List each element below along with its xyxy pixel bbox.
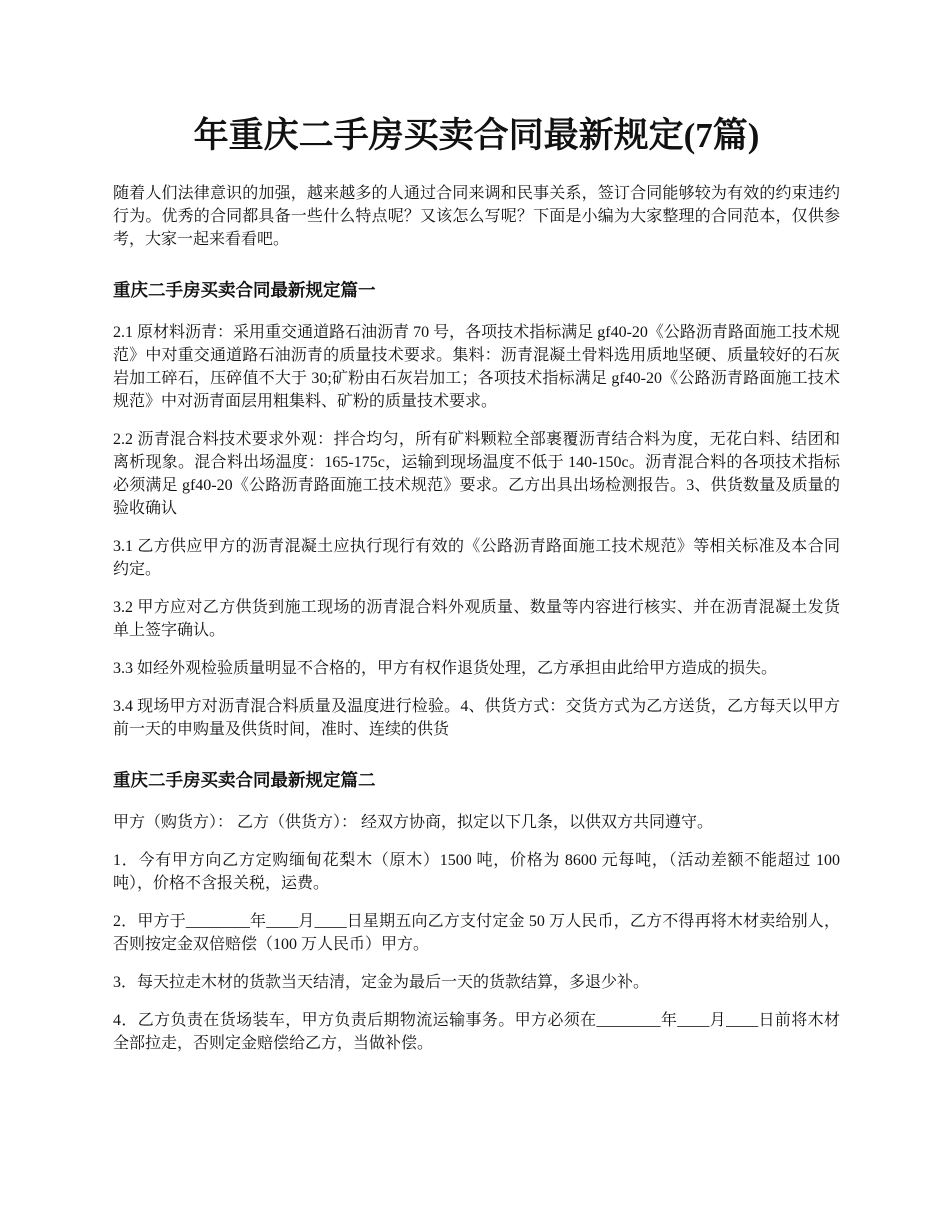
section2-paragraph: 2．甲方于________年____月____日星期五向乙方支付定金 50 万人民币，乙方不得再将木材卖给别人，否则按定金双倍赔偿（100 万人民币）甲方。	[113, 913, 840, 953]
section-heading-2: 重庆二手房买卖合同最新规定篇二	[113, 770, 376, 790]
section1-paragraph: 3.4 现场甲方对沥青混合料质量及温度进行检验。4、供货方式：交货方式为乙方送货，乙方每天以甲方前一天的申购量及供货时间，准时、连续的供货	[113, 698, 840, 738]
section2-paragraph: 甲方（购货方）： 乙方（供货方）： 经双方协商，拟定以下几条，以供双方共同遵守。	[113, 814, 714, 831]
section2-paragraph: 1．今有甲方向乙方定购缅甸花梨木（原木）1500 吨，价格为 8600 元每吨，（活动差额不能超过 100 吨），价格不含报关税，运费。	[113, 852, 840, 892]
section1-paragraph: 2.1 原材料沥青：采用重交通道路石油沥青 70 号，各项技术指标满足 gf40-20《公路沥青路面施工技术规范》中对重交通道路石油沥青的质量技术要求。集料：沥青混凝土骨料选用质地坚硬、质量较好的石灰岩加工碎石，压碎值不大于 30;矿粉由石灰岩加工；各项技术指标满足 gf40-20《公路沥青路面施工技术规范》中对沥青面层用粗集料、矿粉的质量技术要求。	[113, 324, 840, 410]
section1-paragraph: 3.3 如经外观检验质量明显不合格的，甲方有权作退货处理，乙方承担由此给甲方造成的损失。	[113, 660, 778, 677]
section2-paragraph: 4．乙方负责在货场装车，甲方负责后期物流运输事务。甲方必须在________年____月____日前将木材全部拉走，否则定金赔偿给乙方，当做补偿。	[113, 1012, 840, 1052]
section1-paragraph: 2.2 沥青混合料技术要求外观：拌合均匀，所有矿料颗粒全部裹覆沥青结合料为度，无花白料、结团和离析现象。混合料出场温度：165-175c，运输到现场温度不低于 140-150c。沥青混合料的各项技术指标必须满足 gf40-20《公路沥青路面施工技术规范》要求。乙方出具出场检测报告。3、供货数量及质量的验收确认	[113, 431, 840, 517]
document-title: 年重庆二手房买卖合同最新规定(7篇)	[193, 116, 760, 155]
document-page	[113, 108, 840, 1070]
section1-paragraph: 3.2 甲方应对乙方供货到施工现场的沥青混合料外观质量、数量等内容进行核实、并在沥青混凝土发货单上签字确认。	[113, 599, 840, 639]
section-heading-1: 重庆二手房买卖合同最新规定篇一	[113, 280, 376, 300]
section2-paragraph: 3．每天拉走木材的货款当天结清，定金为最后一天的货款结算，多退少补。	[113, 974, 650, 991]
intro-paragraph: 随着人们法律意识的加强，越来越多的人通过合同来调和民事关系，签订合同能够较为有效的约束违约行为。优秀的合同都具备一些什么特点呢？又该怎么写呢？下面是小编为大家整理的合同范本，仅供参考，大家一起来看看吧。	[113, 185, 840, 248]
section1-paragraph: 3.1 乙方供应甲方的沥青混凝土应执行现行有效的《公路沥青路面施工技术规范》等相关标准及本合同约定。	[113, 538, 840, 578]
